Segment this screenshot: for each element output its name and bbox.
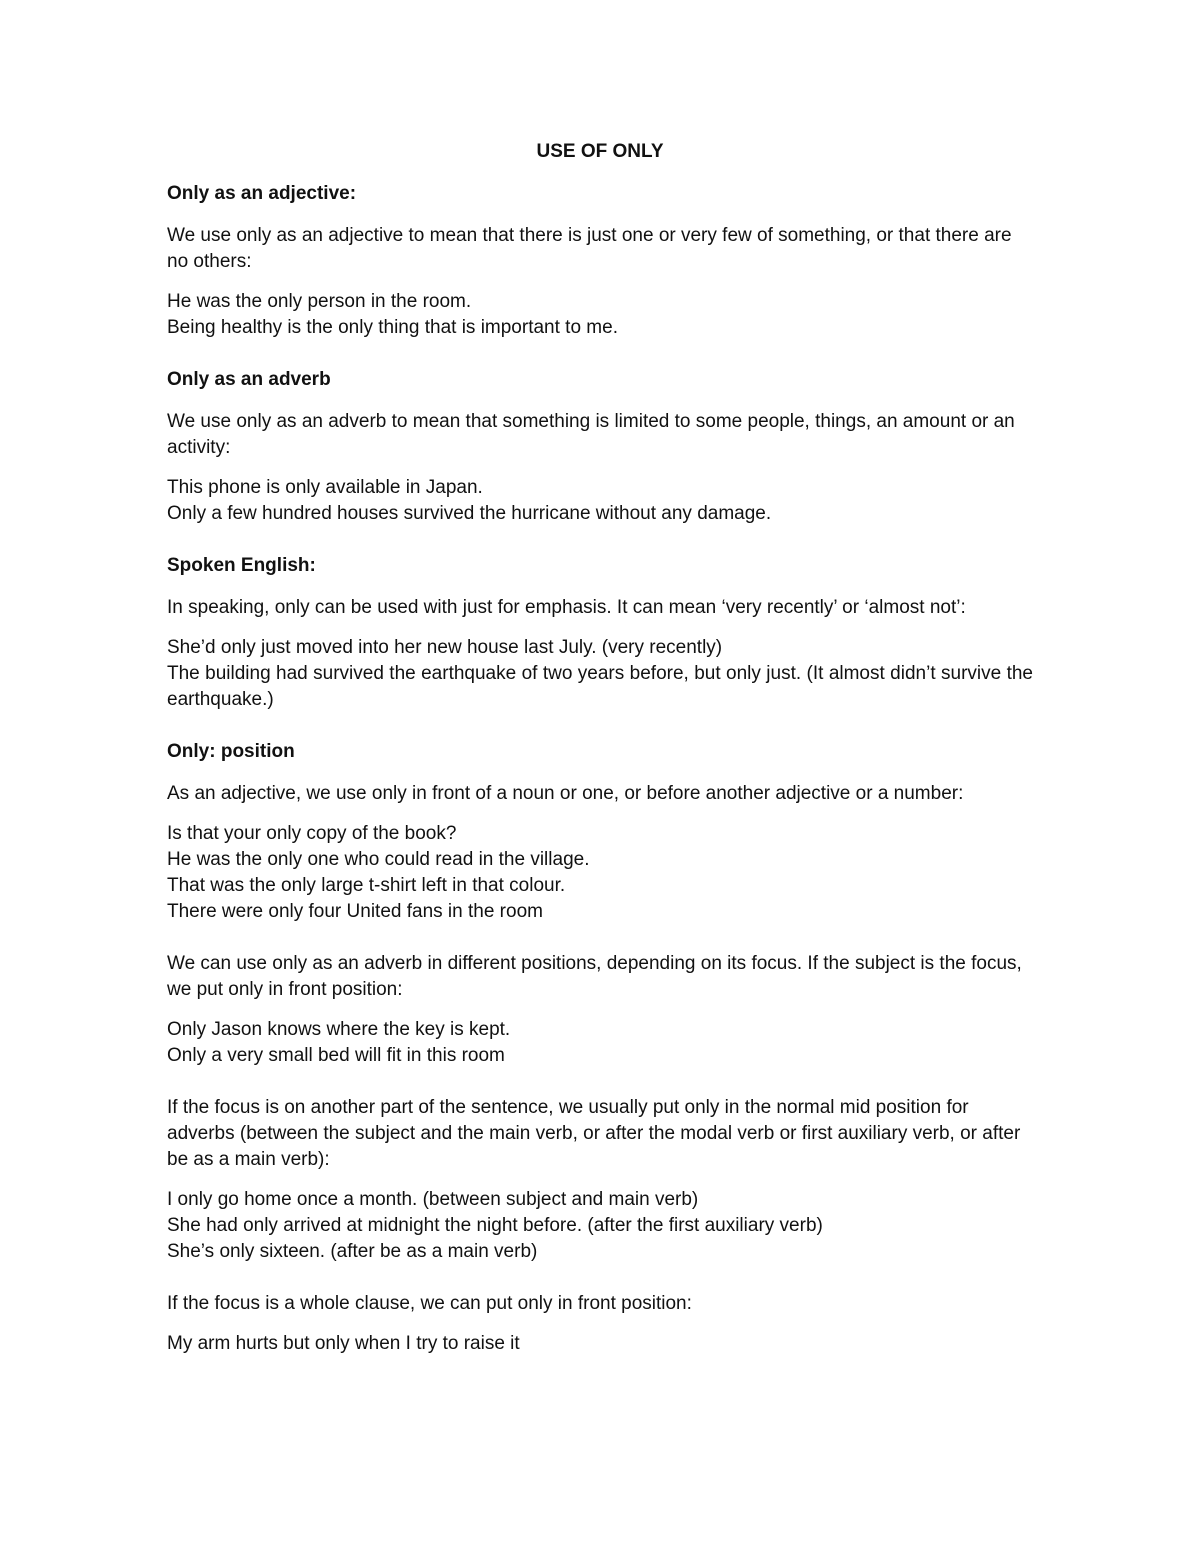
example-list-position-adjective [167,821,1033,925]
example-sentence: I only go home once a month. (between subject and main verb) [167,1189,699,1210]
document-title: USE OF ONLY [536,141,664,162]
example-sentence: He was the only person in the room. [167,291,472,312]
section-intro-position-subject: We can use only as an adverb in different positions, depending on its focus. If the subject is the focus, we put only in front position: [167,953,1022,1000]
example-sentence: Being healthy is the only thing that is important to me. [167,317,618,338]
example-sentence: That was the only large t-shirt left in that colour. [167,875,566,896]
section-heading-adjective: Only as an adjective: [167,183,357,204]
example-sentence: Only a few hundred houses survived the hurricane without any damage. [167,503,772,524]
example-sentence: Only Jason knows where the key is kept. [167,1019,511,1040]
example-sentence: She’s only sixteen. (after be as a main verb) [167,1241,538,1262]
section-intro-spoken-english: In speaking, only can be used with just for emphasis. It can mean ‘very recently’ or ‘almost not’: [167,597,966,618]
example-sentence: Is that your only copy of the book? [167,823,457,844]
section-intro-position-mid: If the focus is on another part of the sentence, we usually put only in the normal mid position for adverbs (between the subject and the main verb, or after the modal verb or first auxiliary verb, or after be as a main verb): [167,1097,1021,1170]
section-heading-spoken-english: Spoken English: [167,555,316,576]
section-intro-position-clause: If the focus is a whole clause, we can put only in front position: [167,1293,692,1314]
example-list-position-subject [167,1017,1033,1069]
example-sentence: Only a very small bed will fit in this room [167,1045,505,1066]
example-sentence: This phone is only available in Japan. [167,477,483,498]
section-intro-adjective: We use only as an adjective to mean that there is just one or very few of something, or that there are no others: [167,225,1012,272]
example-list-position-clause [167,1331,1033,1357]
example-list-adverb [167,475,1033,527]
section-heading-position: Only: position [167,741,295,762]
example-list-spoken-english [167,635,1033,713]
example-list-position-mid [167,1187,1033,1265]
section-intro-adverb: We use only as an adverb to mean that something is limited to some people, things, an amount or an activity: [167,411,1015,458]
example-sentence: He was the only one who could read in the village. [167,849,590,870]
section-heading-adverb: Only as an adverb [167,369,331,390]
example-sentence: She’d only just moved into her new house last July. (very recently) [167,637,723,658]
document-page [167,139,1033,1383]
example-list-adjective [167,289,1033,341]
example-sentence: There were only four United fans in the room [167,901,543,922]
example-sentence: My arm hurts but only when I try to raise it [167,1333,520,1354]
example-sentence: She had only arrived at midnight the night before. (after the first auxiliary verb) [167,1215,823,1236]
section-intro-position: As an adjective, we use only in front of a noun or one, or before another adjective or a number: [167,783,964,804]
example-sentence: The building had survived the earthquake of two years before, but only just. (It almost didn’t survive the earthquake.) [167,663,1033,710]
